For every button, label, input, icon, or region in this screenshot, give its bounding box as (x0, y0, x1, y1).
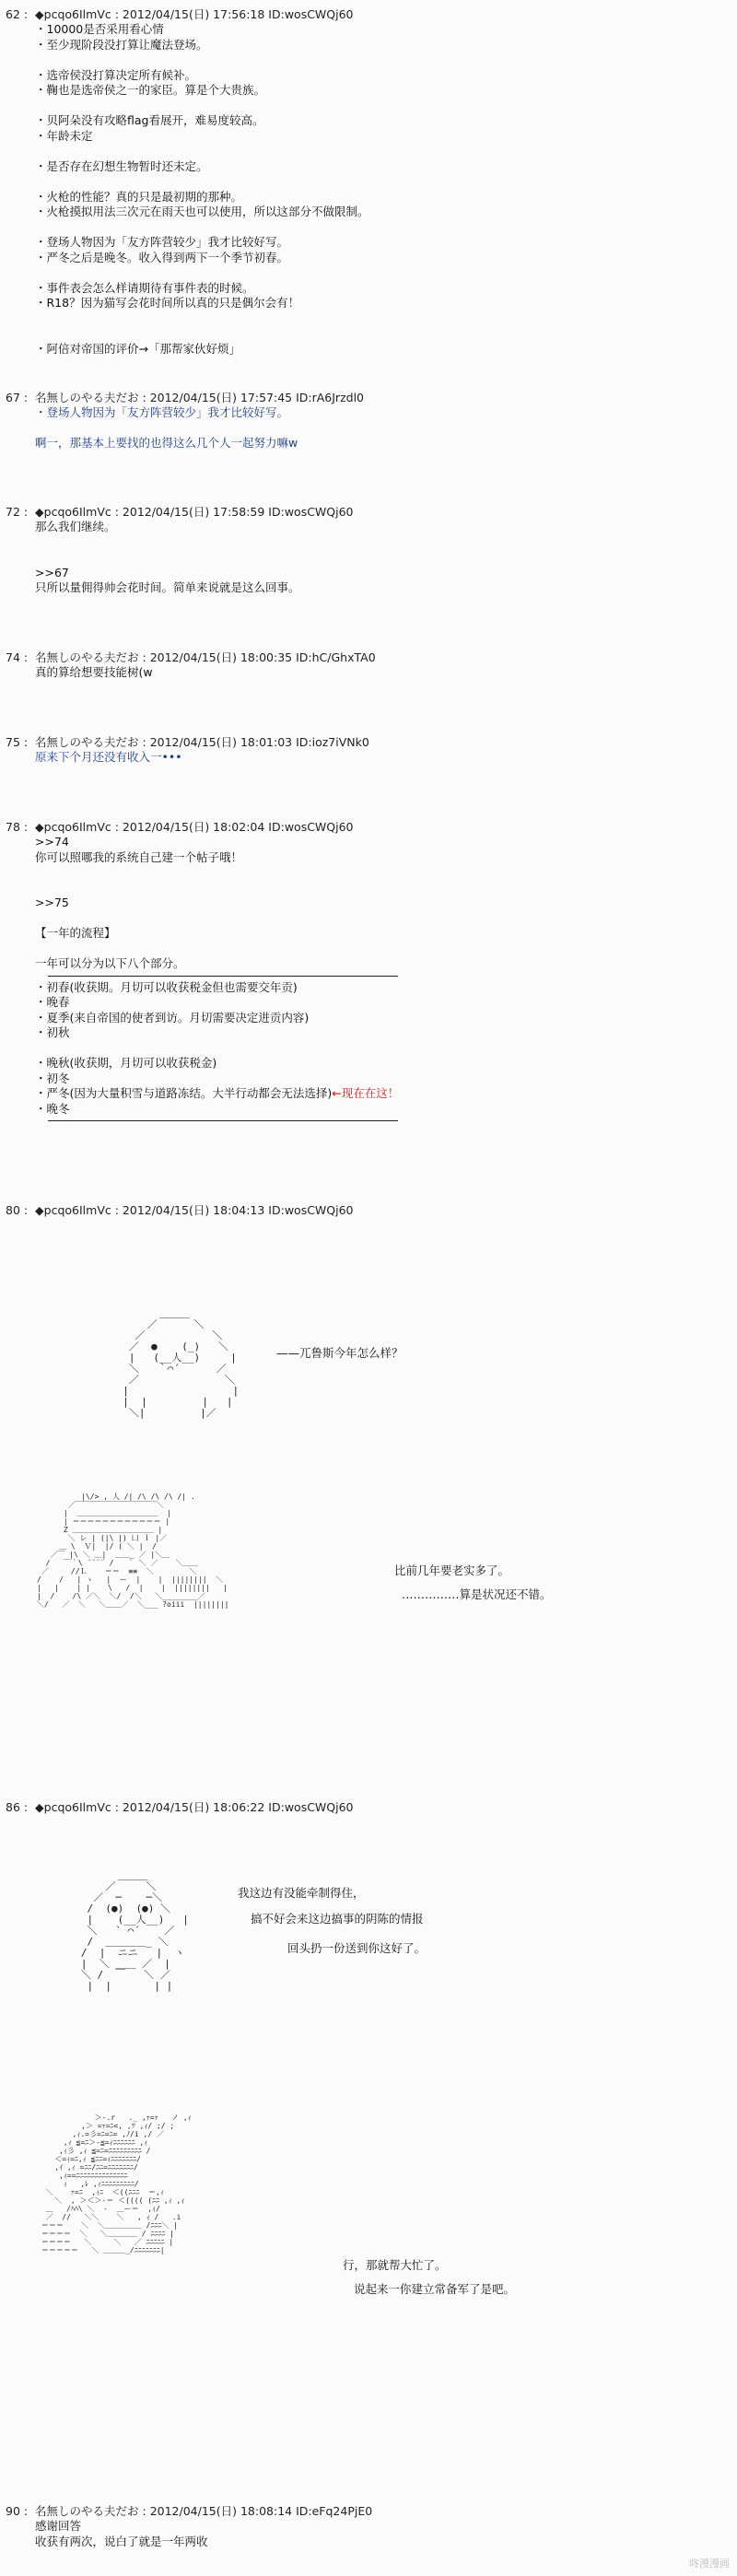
post-header: 75 : 名無しのやる夫だお : 2012/04/15(日) 18:01:03 ID:ioz7iVNk0 (6, 735, 369, 749)
post-67 (6, 391, 724, 451)
divider (48, 976, 398, 977)
post-body-last: ・晚冬 (35, 1101, 70, 1116)
post-header: 74 : 名無しのやる夫だお : 2012/04/15(日) 18:00:35 ID:hC/GhxTA0 (6, 650, 376, 664)
text-line: >>74 (35, 835, 69, 849)
text-line: 感谢回答 (35, 2519, 82, 2533)
post-74 (6, 650, 724, 681)
text-line (35, 326, 724, 342)
text-line: ・火枪摸拟用法三次元在雨天也可以使用，所以这部分不做限制。 (35, 205, 369, 218)
text-line: 原来下个月还没有收入一••• (35, 750, 182, 764)
text-line: 一年可以分为以下八个部分。 (35, 956, 185, 970)
post-86 (6, 1800, 724, 1815)
text-line: 真的算给想要技能树(w (35, 665, 153, 679)
text-line (35, 881, 724, 896)
dialogue-line: 我这边有没能牵制得住， (238, 1886, 365, 1900)
text-line: ・晚秋(收获期，月切可以收获税金) (35, 1056, 217, 1070)
dialogue-line: 说起来一你建立常备军了是吧。 (354, 2282, 516, 2296)
dialogue-line: 回头扔一份送到你这好了。 (287, 1941, 427, 1955)
dialogue-line: ……………算是状况还不错。 (402, 1587, 552, 1601)
post-90 (6, 2504, 724, 2549)
post-header: 72 : ◆pcqo6IlmVc : 2012/04/15(日) 17:58:59 ID:wosCWQj60 (6, 505, 354, 519)
text-line: ・至少现阶段没打算让魔法登场。 (35, 37, 208, 52)
text-line (35, 220, 724, 236)
text-line (35, 311, 724, 327)
text-line (35, 421, 724, 437)
text-line: ・晚春 (35, 995, 70, 1009)
text-line (35, 265, 724, 281)
text-line: 那么我们继续。 (35, 520, 116, 533)
post-80 (6, 1203, 724, 1218)
text-line: 只所以量佣得帅会花时间。简单来说就是这么回事。 (35, 580, 300, 594)
post-body-current (35, 1086, 724, 1102)
dialogue-line: 行，那就帮大忙了。 (343, 2258, 447, 2272)
text-line (35, 550, 724, 566)
divider (48, 1120, 398, 1121)
post-header: 62 : ◆pcqo6IlmVc : 2012/04/15(日) 17:56:18 ID:wosCWQj60 (6, 7, 354, 21)
text-line: ・是否存在幻想生物暂时还未定。 (35, 158, 208, 173)
text-line (35, 911, 724, 927)
text-line: ・R18？因为猫写会花时间所以真的只是偶尔会有！ (35, 296, 300, 310)
dialogue-line: 比前几年要老实多了。 (394, 1563, 510, 1577)
text-line: >>67 (35, 565, 69, 580)
text-line: 啊一，那基本上要找的也得这么几个人一起努力嘛w (35, 436, 298, 450)
dialogue-line: ——兀鲁斯今年怎么样？ (276, 1346, 404, 1360)
text-line: ・登场人物因为「友方阵营较少」我才比较好写。 (35, 405, 289, 419)
post-body (35, 405, 724, 451)
text-line: ・阿倍对帝国的评价→「那帮家伙好烦」 (35, 341, 240, 356)
text-line: 【一年的流程】 (35, 926, 116, 940)
text-line: ・选帝侯没打算决定所有候补。 (35, 67, 197, 82)
text-line (35, 535, 724, 551)
watermark: 咚漫漫画 (689, 2558, 730, 2570)
post-body-list (35, 980, 724, 1087)
text-line (35, 174, 724, 190)
text-line: ・初春(收获期。月切可以收获税金但也需要交年贡) (35, 979, 298, 994)
text-line: ・夏季(来自帝国的使者到访。月切需要决定进贡内容) (35, 1010, 310, 1025)
text-line: ・年龄未定 (35, 128, 93, 143)
text-line (35, 1041, 724, 1057)
text-line (35, 99, 724, 114)
post-body (35, 2519, 724, 2549)
text-line: ・登场人物因为「友方阵营较少」我才比较好写。 (35, 235, 289, 249)
post-78 (6, 820, 724, 1125)
text-line: ・初秋 (35, 1025, 70, 1039)
text-line: ・鞠也是选帝侯之一的家臣。算是个大贵族。 (35, 83, 266, 97)
text-line (35, 942, 724, 957)
post-72 (6, 505, 724, 596)
text-line: >>75 (35, 896, 69, 909)
ascii-art-face: ＿＿＿ ／ ＼ ／ ＼ ／ ● (_) ＼ | (__人__) | ＼ ｀⌒´ ／ ／ ＼ | | | | | | ＼| |／ (123, 1307, 240, 1419)
post-62 (6, 7, 724, 357)
text-line (35, 144, 724, 159)
post-header: 86 : ◆pcqo6IlmVc : 2012/04/15(日) 18:06:22 ID:wosCWQj60 (6, 1800, 354, 1814)
ascii-art-character: ＞-.r ._ ,ｧ=ｧ ノ ,ｨ ,＞ =ｧ=ﾆ<, ,ﾂ ,ｨ/ ;/ ; ,ｨ.=彡=ﾆ=ﾆ= ,ﾉ/i ,/ ／ ,ｨ ≦=ﾆ＞‐≦=ｨﾆﾆﾆﾆﾆﾆ ,ｨ ,ｨ彡 ,ｨ ≦=ﾆ=ﾆﾆﾆﾆﾆﾆﾆﾆﾆ / ＜=ｨ=ﾆ,ｨ ≦ﾆﾆ=ｨﾆﾆﾆﾆﾆﾆﾆ/ ,ｲ ,ｨ =ﾆﾆ/ﾆﾆ=ﾆﾆﾆﾆﾆﾆﾆ/ ,ｨ==ﾆﾆﾆﾆﾆﾆﾆﾆﾆﾆﾆﾆﾆﾆ ｨ ,ﾚ ,ｨﾆﾆﾆﾆﾆﾆﾆﾆﾆ/ ＼ ｧ=ﾆ ,ｨﾆ ＜((ﾆﾆﾆ ＝,ｨ ＼ , ＞＜＞-＝ ＜(((( (ﾆﾆ ,ｨ ,ｨ ＿ /ﾊﾊ\ ＼ ‐ ＿ー＝ ,ｨ/ ／ // ＼＼ ＼ , ｨ / .i ＝＝＝ ＼ ＼＿＿＿＿＿ /ﾆﾆﾆ＼ | ＝＝＝＝ ＼ ＼＿＿＿＿ / ﾆﾆﾆﾆ | ＝＝＝＝ ＼ ＼ ／ ﾆﾆﾆﾆﾆ | ＝＝＝＝＝ ＼ ＿＿＿_/ﾆﾆﾆﾆﾆﾆﾆ| (41, 2113, 192, 2254)
text-line: ・10000是否采用看心情 (35, 22, 164, 36)
season-current: ・严冬(因为大量积雪与道路冻结。大半行动都会无法选择) (35, 1086, 333, 1100)
post-header: 80 : ◆pcqo6IlmVc : 2012/04/15(日) 18:04:13 ID:wosCWQj60 (6, 1203, 354, 1217)
text-line: ・贝阿朵没有攻略flag看展开，难易度较高。 (35, 113, 264, 127)
text-line (35, 53, 724, 68)
dialogue-line: 搞不好会来这边搞事的阴陈的情报 (251, 1912, 424, 1926)
post-body (35, 22, 724, 357)
text-line: 收获有两次，说白了就是一年两收 (35, 2534, 208, 2548)
text-line: ・事件表会怎么样请期待有事件表的时候。 (35, 280, 254, 295)
post-75 (6, 735, 724, 766)
post-header: 90 : 名無しのやる夫だお : 2012/04/15(日) 18:08:14 ID:eFq24PjE0 (6, 2504, 373, 2518)
ascii-art-face: ＿＿＿ ／ ＼ ／ ─ ─＼ / (●) (●) ＼ | (__人__) | ＼ ` ⌒´ ／ / ＿＿＿＿_ ＼ / | ニニ | ヽ | ＼ ＿＿ ／ | ＼ / ￣ ＼ ／ | | | | (80, 1869, 189, 1992)
post-body (35, 665, 724, 681)
post-header: 67 : 名無しのやる夫だお : 2012/04/15(日) 17:57:45 ID:rA6Jrzdl0 (6, 391, 364, 404)
post-body (35, 520, 724, 596)
text-line: 你可以照哪我的系统自己建一个帖子哦！ (35, 849, 243, 864)
post-header: 78 : ◆pcqo6IlmVc : 2012/04/15(日) 18:02:04 ID:wosCWQj60 (6, 820, 354, 834)
post-body (35, 750, 724, 766)
post-body (35, 835, 724, 972)
ascii-art-character: |\/> , 人 /| /\ /\ /\ /| . ／￣￣￣￣￣￣￣￣￣￣￣＼ | ＿＿＿＿＿＿＿＿＿＿＿ | | ＝＝＝＝＝＝＝＝＝＝＝＝ | Z ＿＿＿＿＿＿＿＿＿＿＿ | ＼ レ | (|\ |) 凵 ｌ |／ ＿ \ Ｖ| |/ ( ＼ | / ／￣ |\ ＼ ＿| ＿＿_ ／ |＼＿ / ￣｀\ ¨¨¨¨ / ｀ ＼ ／ ＼＿＿ ／ //Ｌ ＝＝ ≡≡ ＼ ＼ / / | ゝ | ー | | |||||||| ＼ | | | | \ / | | |||||||| | | / /\ ／＼ ＼/ /＼ ＼________／ ＼/ ／ ＼ ＼＿＿／ ＼___ ?oiii |||||||| (37, 1493, 229, 1609)
text-line: ・严冬之后是晚冬。收入得到两下一个季节初春。 (35, 250, 289, 264)
text-line (35, 865, 724, 881)
text-line: ・初冬 (35, 1071, 70, 1085)
current-marker: ←现在在这！ (332, 1086, 400, 1100)
text-line: ・火枪的性能？真的只是最初期的那种。 (35, 189, 243, 204)
